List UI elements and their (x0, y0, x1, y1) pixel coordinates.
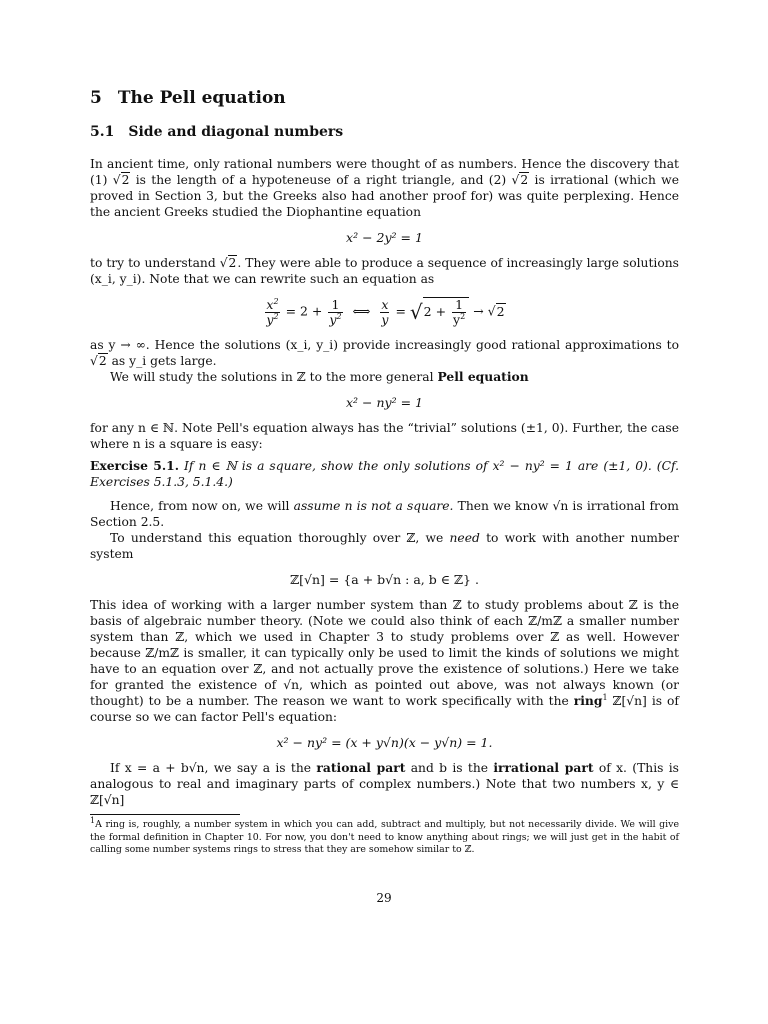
text-span: Hence, from now on, we will (110, 499, 290, 513)
equation-rewrite: $\frac{x^2}{y^2}$ = 2 + $\frac{1}{y^2}$ ⟺ $\frac{x}{y}$ = √2 + $\frac{1}{y^2}$ → √2 (266, 296, 505, 327)
exercise-text: If n ∈ ℕ is a square, show the only solutions of x² − ny² = 1 are (±1, 0). (Cf. Exercises 5.1.3, 5.1.4.) (90, 459, 679, 489)
text-span: (x_i, y_i). Note that we can rewrite such an equation as (90, 272, 435, 286)
equation-factored (90, 735, 679, 750)
footnote-marker: 1 (602, 692, 608, 702)
section-number: 5 (90, 88, 102, 108)
paragraph-understand: to try to understand √2. They were able to produce a sequence of increasingly large solutions (x_i, y_i). Note that we can rewrite such an equation as (90, 256, 679, 286)
footnote-number: 1 (90, 815, 96, 825)
paragraph-approx: as y → ∞. Hence the solutions (x_i, y_i) provide increasingly good rational approximations to √2 as y_i gets large. (90, 338, 679, 368)
paragraph-trivial (90, 420, 679, 452)
text-span: to work with another number system (90, 531, 679, 561)
text-span: of x. (This is analogous to real and imaginary parts of complex numbers.) Note that two numbers x, y ∈ ℤ[√n] (90, 761, 679, 807)
text-span: is the length of a hypoteneuse of a right triangle, and (2) (135, 173, 507, 187)
text-span: and b is the (410, 761, 489, 775)
text-span: need (449, 531, 480, 545)
text-span: to try to understand (90, 256, 216, 270)
text-span: as y → ∞. Hence the solutions (x_i, y_i) provide increasingly good rational approximations to (90, 338, 679, 352)
subsection-title: Side and diagonal numbers (128, 124, 344, 140)
paragraph-study (90, 369, 679, 385)
paragraph-assume (90, 498, 679, 530)
paragraph-intro: In ancient time, only rational numbers were thought of as numbers. Hence the discovery that (1) √2 is the length of a hypoteneuse of a right triangle, and (2) √2 is irrational (which we proved in Section 3, but the Greeks also had another proof for) was quite perplexing. Hence the ancient Greeks studied the Diophantine equation (90, 157, 679, 219)
text-span: Then we know √n is irrational from Section 2.5. (90, 499, 679, 529)
text-span: as y_i gets large. (111, 354, 217, 368)
exercise-5-1 (90, 458, 679, 490)
text-span: If x = a + b√n, we say a is the (110, 761, 312, 775)
footnote (90, 815, 679, 857)
section-title: The Pell equation (117, 88, 286, 108)
text-span: . They were able to produce a sequence of increasingly large solutions (237, 256, 679, 270)
equation-pell (90, 395, 679, 410)
subsection-heading (90, 124, 679, 140)
term-ring: ring (573, 693, 603, 708)
exercise-label: Exercise 5.1. (90, 458, 179, 473)
page-content (90, 84, 679, 857)
text-span: To understand this equation thoroughly over ℤ, we (110, 531, 444, 545)
text-span: We will study the solutions in ℤ to the more general (110, 370, 434, 384)
paragraph-rational-part (90, 760, 679, 808)
term-irrational-part: irrational part (493, 760, 594, 775)
text-span: for any n ∈ ℕ. Note Pell's equation always has the “trivial” solutions (±1, 0). Further, the case where n is a square is easy: (90, 421, 679, 451)
paragraph-number-system (90, 530, 679, 562)
equation-text: x² − 2y² = 1 (346, 230, 423, 245)
equation-diophantine (90, 230, 679, 245)
equation-text: x² − ny² = (x + y√n)(x − y√n) = 1. (276, 735, 493, 750)
footnote-rule (90, 814, 240, 815)
term-rational-part: rational part (316, 760, 406, 775)
section-heading (90, 88, 679, 108)
equation-text: ℤ[√n] = {a + b√n : a, b ∈ ℤ} . (290, 572, 479, 587)
equation-ring-definition (90, 572, 679, 587)
text-span: assume n is not a square. (293, 499, 454, 513)
text-span: This idea of working with a larger number system than ℤ to study problems about ℤ is the basis of algebraic number theory. (Note we could also think of each ℤ/mℤ a smaller number system than ℤ, which we used in Chapter 3 to study problems over ℤ as well. However because ℤ/mℤ is smaller, it can typically only be used to limit the kinds of solutions we might have to an equation over ℤ, and not actually prove the existence of solutions.) Here we take for granted the existence of √n, which as pointed out above, was not always known (or thought) to be a number. The reason we want to work specifically with the (90, 598, 679, 708)
paragraph-algebraic-number-theory (90, 597, 679, 725)
text-span: In ancient time, only rational numbers were thought of as numbers. Hence the discovery that (1) (90, 157, 679, 187)
text-span: ℤ[√n] is of course so we can factor Pell's equation: (90, 694, 679, 724)
equation-text: x² − ny² = 1 (346, 395, 423, 410)
term-pell-equation: Pell equation (437, 369, 529, 384)
page-number: 29 (376, 891, 392, 905)
footnote-text: A ring is, roughly, a number system in which you can add, subtract and multiply, but not necessarily divide. We will give the formal definition in Chapter 10. For now, you don't need to know anything about rings; we will just get in the habit of calling some number systems rings to stress that they are somehow similar to ℤ. (90, 819, 679, 855)
text-span: is irrational (which we proved in Section 3, but the Greeks also had another proof for) was quite perplexing. Hence the ancient Greeks studied the Diophantine equation (90, 173, 679, 219)
subsection-number: 5.1 (90, 124, 115, 140)
